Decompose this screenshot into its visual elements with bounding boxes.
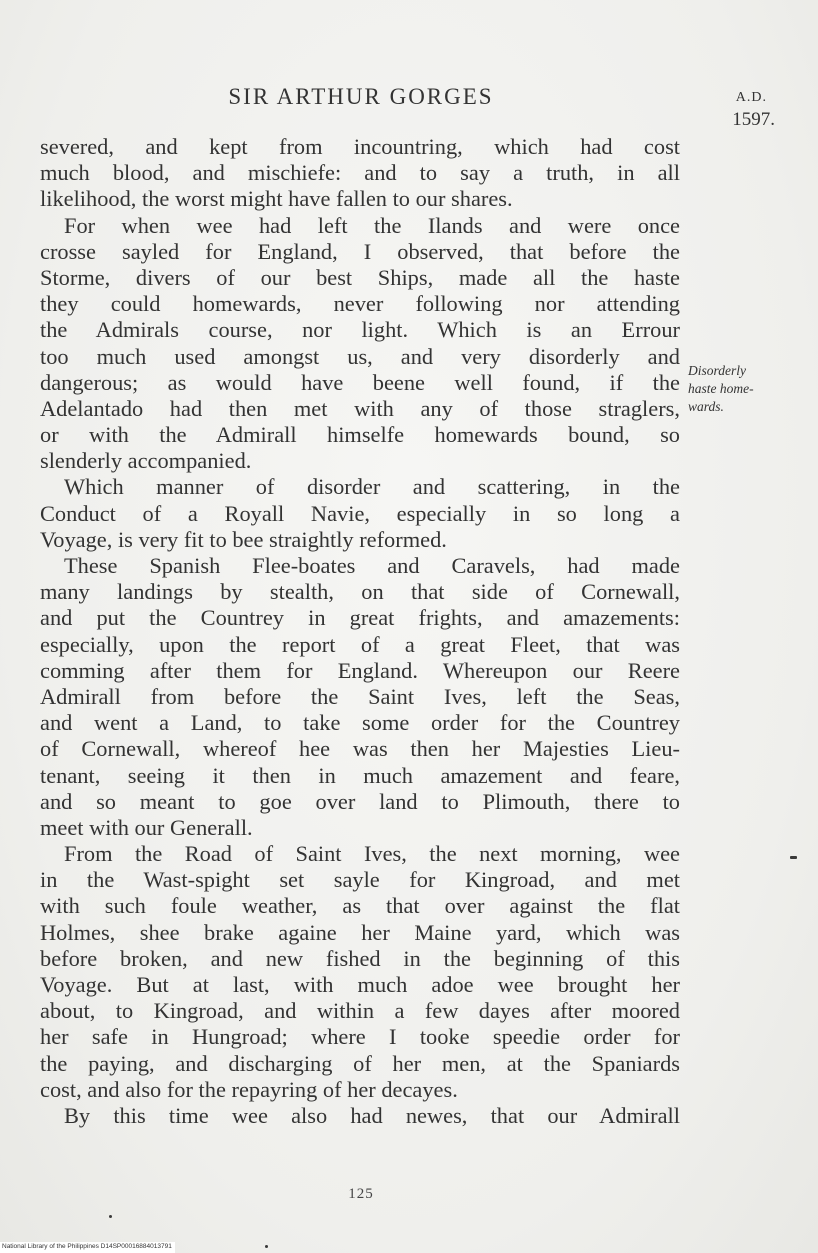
text-line: her safe in Hungroad; where I tooke speedie order for (40, 1024, 680, 1050)
text-line: comming after them for England. Whereupon our Reere (40, 657, 680, 683)
text-line: cost, and also for the repayring of her decayes. (40, 1076, 458, 1102)
paragraph-start-line: For when wee had left the Ilands and were once (64, 212, 680, 238)
marginal-note (688, 362, 808, 416)
text-line: tenant, seeing it then in much amazement and feare, (40, 762, 680, 788)
text-line: the paying, and discharging of her men, at the Spaniards (40, 1050, 680, 1076)
text-line: dangerous; as would have beene well found, if the (40, 369, 680, 395)
text-line: Conduct of a Royall Navie, especially in so long a (40, 500, 680, 526)
text-line: Storme, divers of our best Ships, made all the haste (40, 264, 680, 290)
marginal-note-line: Disorderly (688, 363, 746, 378)
text-line: Voyage, is very fit to bee straightly reformed. (40, 526, 447, 552)
text-line: about, to Kingroad, and within a few dayes after moored (40, 998, 680, 1024)
paragraph-start-line: Which manner of disorder and scattering, in the (64, 474, 680, 500)
text-line: meet with our Generall. (40, 814, 253, 840)
text-line: in the Wast-spight set sayle for Kingroad, and met (40, 867, 680, 893)
page-number: 125 (348, 1186, 374, 1202)
text-line: severed, and kept from incountring, which had cost (40, 134, 680, 159)
text-line: they could homewards, never following nor attending (40, 291, 680, 317)
ink-speck (790, 856, 797, 859)
paragraph-start-line: From the Road of Saint Ives, the next morning, wee (64, 841, 680, 867)
text-line: likelihood, the worst might have fallen to our shares. (40, 186, 513, 212)
body-text (40, 134, 680, 1129)
text-line: crosse sayled for England, I observed, that before the (40, 238, 680, 264)
era-label: A.D. (735, 90, 767, 105)
ink-speck (265, 1245, 268, 1248)
marginal-note-line: haste home- (688, 381, 754, 396)
text-line: before broken, and new fished in the beginning of this (40, 945, 680, 971)
year-marginal (725, 88, 775, 130)
paragraph-start-line: These Spanish Flee-boates and Caravels, had made (64, 553, 680, 578)
year-label: 1597. (732, 109, 775, 130)
text-line: much blood, and mischiefe: and to say a truth, in all (40, 160, 680, 186)
scan-credit: National Library of the Philippines D14SP00016884013791 (0, 1242, 175, 1253)
ink-speck (109, 1215, 112, 1218)
text-line: Voyage. But at last, with much adoe wee brought her (40, 972, 680, 997)
text-line: too much used amongst us, and very disorderly and (40, 343, 680, 369)
text-line: Adelantado had then met with any of those straglers, (40, 395, 680, 421)
text-line: with such foule weather, as that over against the flat (40, 893, 680, 919)
running-title: SIR ARTHUR GORGES (228, 84, 494, 109)
text-line: and put the Countrey in great frights, and amazements: (40, 605, 680, 631)
text-line: or with the Admirall himselfe homewards bound, so (40, 422, 680, 448)
marginal-note-line: wards. (688, 399, 724, 414)
text-line: of Cornewall, whereof hee was then her Majesties Lieu- (40, 736, 680, 762)
text-line: and went a Land, to take some order for the Countrey (40, 710, 680, 736)
text-line: and so meant to goe over land to Plimouth, there to (40, 788, 680, 814)
text-line: slenderly accompanied. (40, 448, 252, 474)
paragraph-start-line: By this time wee also had newes, that our Admirall (64, 1102, 680, 1128)
text-line: many landings by stealth, on that side of Cornewall, (40, 579, 680, 605)
text-line: Holmes, shee brake againe her Maine yard, which was (40, 919, 680, 945)
text-line: Admirall from before the Saint Ives, left the Seas, (40, 683, 680, 709)
text-line: the Admirals course, nor light. Which is an Errour (40, 317, 680, 343)
text-line: especially, upon the report of a great Fleet, that was (40, 631, 680, 657)
